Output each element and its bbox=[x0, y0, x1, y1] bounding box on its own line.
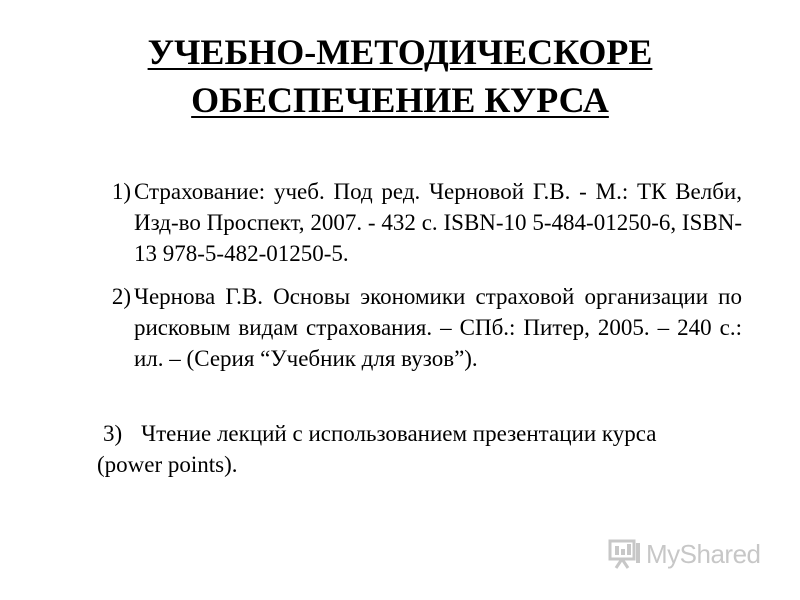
list-item bbox=[95, 281, 742, 374]
watermark-text: MyShared bbox=[646, 538, 761, 569]
list-item bbox=[97, 418, 717, 480]
page-title bbox=[0, 28, 800, 124]
list-item-text: Чернова Г.В. Основы экономики страховой организации по рисковым видам страхования. – СПб.: Питер, 2005. – 240 с.: ил. – (Серия “Учебник для вузов”). bbox=[134, 284, 742, 371]
title-line-2: ОБЕСПЕЧЕНИЕ КУРСА bbox=[191, 80, 609, 120]
list-item-number: 2) bbox=[111, 284, 131, 309]
list-item-number: 1) bbox=[111, 179, 131, 204]
watermark[interactable] bbox=[608, 538, 761, 570]
presentation-board-icon bbox=[608, 539, 642, 569]
list-item-text: Страхование: учеб. Под ред. Черновой Г.В. - М.: ТК Велби, Изд-во Проспект, 2007. - 432 с. ISBN-10 5-484-01250-6, ISBN-13 978-5-482-01250-5. bbox=[134, 179, 742, 266]
list-item-text: Чтение лекций с использованием презентации курса (power points). bbox=[97, 421, 657, 477]
list-item bbox=[95, 176, 742, 269]
title-line-1: УЧЕБНО-МЕТОДИЧЕСКОРЕ bbox=[147, 32, 653, 72]
list-item-number: 3) bbox=[103, 421, 123, 446]
